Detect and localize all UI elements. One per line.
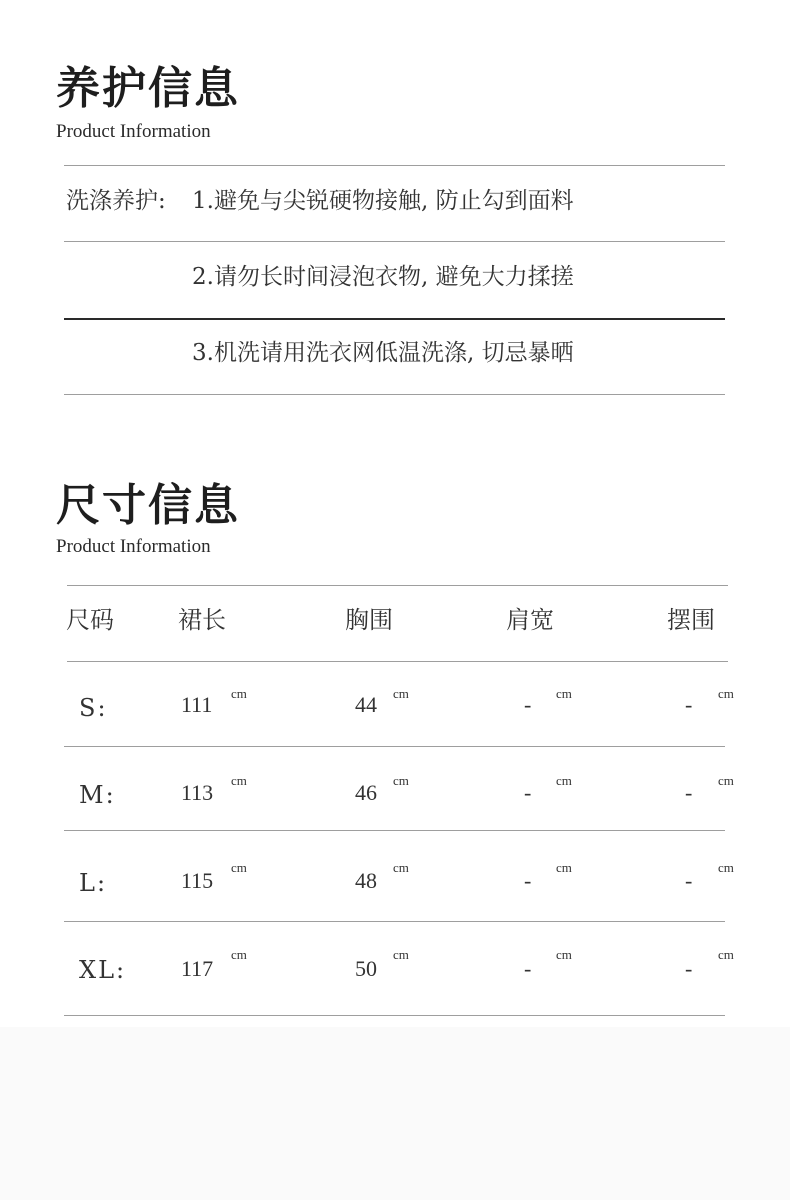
- length-value: 115: [181, 868, 214, 893]
- hem-value: -: [685, 868, 693, 893]
- unit-label: cm: [393, 860, 409, 875]
- unit-label: cm: [393, 947, 409, 962]
- unit-label: cm: [231, 686, 247, 701]
- unit-label: cm: [718, 686, 734, 701]
- shoulder-value: -: [524, 956, 532, 981]
- chest-value: 46: [355, 780, 377, 805]
- length-value: 117: [181, 956, 214, 981]
- unit-label: cm: [231, 860, 247, 875]
- care-line-2: 2.请勿长时间浸泡衣物, 避免大力揉搓: [192, 264, 574, 290]
- size-label: L:: [79, 869, 108, 897]
- unit-label: cm: [231, 773, 247, 788]
- unit-label: cm: [556, 773, 572, 788]
- unit-label: cm: [393, 773, 409, 788]
- unit-label: cm: [556, 686, 572, 701]
- header-rule: [67, 661, 728, 662]
- divider: [64, 318, 725, 320]
- shoulder-value: -: [524, 692, 532, 717]
- care-title: 养护信息: [56, 63, 240, 114]
- care-subtitle: Product Information: [56, 121, 211, 142]
- divider: [64, 165, 725, 166]
- size-title: 尺寸信息: [56, 480, 240, 531]
- unit-label: cm: [393, 686, 409, 701]
- care-line-3: 3.机洗请用洗衣网低温洗涤, 切忌暴晒: [192, 340, 574, 366]
- unit-label: cm: [718, 947, 734, 962]
- unit-label: cm: [718, 860, 734, 875]
- header-hem: 摆围: [667, 606, 715, 634]
- row-divider: [64, 830, 725, 831]
- row-divider: [64, 746, 725, 747]
- length-value: 111: [181, 692, 213, 717]
- length-value: 113: [181, 780, 214, 805]
- divider: [64, 241, 725, 242]
- hem-value: -: [685, 780, 693, 805]
- unit-label: cm: [556, 947, 572, 962]
- care-line-1: 1.避免与尖锐硬物接触, 防止勾到面料: [192, 188, 574, 214]
- header-chest: 胸围: [345, 606, 393, 634]
- chest-value: 44: [355, 692, 377, 717]
- hem-value: -: [685, 956, 693, 981]
- row-divider: [64, 921, 725, 922]
- unit-label: cm: [231, 947, 247, 962]
- size-subtitle: Product Information: [56, 536, 211, 557]
- unit-label: cm: [718, 773, 734, 788]
- size-label: XL:: [79, 956, 127, 984]
- header-length: 裙长: [178, 606, 226, 634]
- shoulder-value: -: [524, 780, 532, 805]
- table-top-rule: [67, 585, 728, 586]
- chest-value: 50: [355, 956, 377, 981]
- shoulder-value: -: [524, 868, 532, 893]
- table-bottom-rule: [64, 1015, 725, 1016]
- divider: [64, 394, 725, 395]
- care-label: 洗涤养护:: [66, 188, 166, 214]
- header-shoulder: 肩宽: [506, 606, 554, 634]
- header-size: 尺码: [66, 606, 114, 634]
- hem-value: -: [685, 692, 693, 717]
- unit-label: cm: [556, 860, 572, 875]
- size-label: M:: [79, 781, 116, 809]
- chest-value: 48: [355, 868, 377, 893]
- size-label: S:: [79, 694, 108, 722]
